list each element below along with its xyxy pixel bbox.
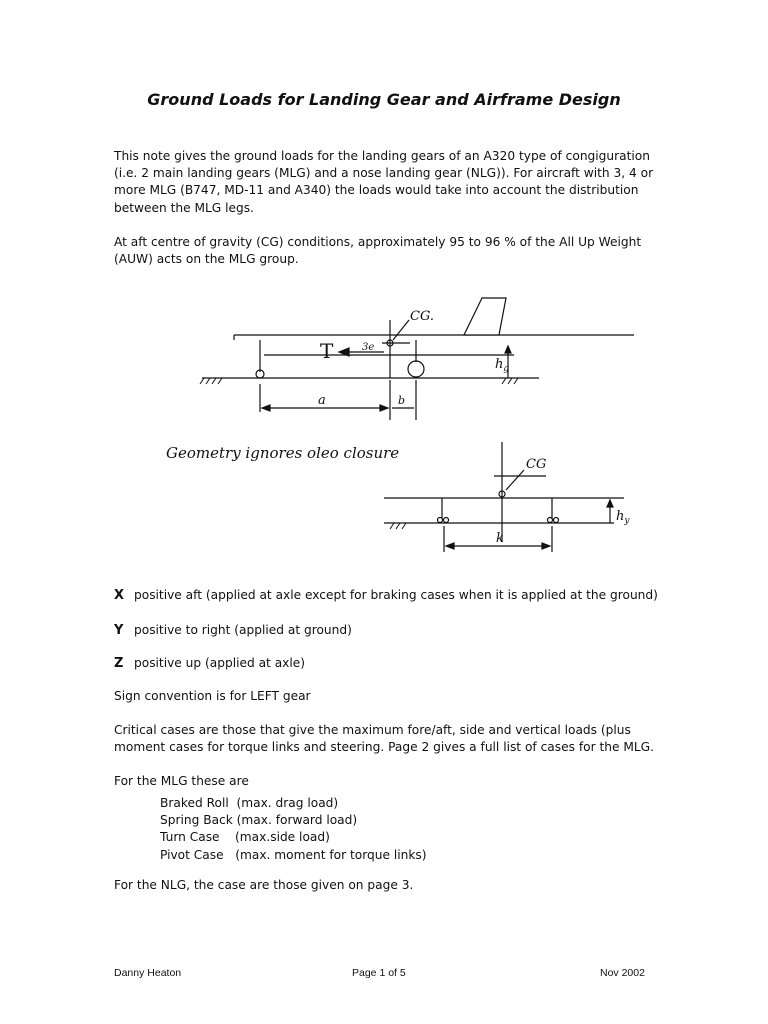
dimension-a-label: a [318,393,326,408]
dimension-k-label: k [496,531,504,546]
h-label-side: $h_g$ [495,357,510,374]
sign-convention: Sign convention is for LEFT gear [114,689,311,703]
geometry-note: Geometry ignores oleo closure [166,444,400,462]
axis-z-row [114,655,674,672]
mlg-case-turn: Turn Case (max.side load) [160,830,330,845]
intro-paragraph-1 [114,148,659,217]
axis-y-letter: Y [114,623,124,638]
footer-author: Danny Heaton [114,967,182,979]
nlg-text: For the NLG, the case are those given on page 3. [114,878,414,892]
axis-x-text: positive aft (applied at axle except for braking cases when it is applied at the ground) [134,588,658,602]
mlg-case-braked-roll: Braked Roll (max. drag load) [160,796,339,810]
critical-line-2: moment cases for torque links and steering. Page 2 gives a full list of cases for the MLG. [114,740,654,755]
dimension-b-label: b [398,394,406,407]
axis-z-text: positive up (applied at axle) [134,656,306,670]
axis-x-row [114,587,674,604]
mlg-wheel [408,361,424,377]
intro-line-2: (i.e. 2 main landing gears (MLG) and a nose landing gear (NLG)). For aircraft with 3, 4 or [114,166,654,181]
mlg-case-pivot: Pivot Case (max. moment for torque links) [160,847,427,862]
landing-gear-geometry-diagram [114,280,654,570]
axis-y-text: positive to right (applied at ground) [134,623,352,637]
intro-line-3: more MLG (B747, MD-11 and A340) the loads would take into account the distribution [114,183,639,198]
thrust-label: T [320,339,334,363]
offset-label: 3e [362,342,375,353]
mlg-case-list [160,795,427,864]
intro-p2-line-2: (AUW) acts on the MLG group. [114,252,299,267]
cg-label-side: CG. [410,309,435,324]
footer-page-number: Page 1 of 5 [352,967,406,979]
h-label-front: $h_y$ [616,509,630,526]
tail-fin [464,298,506,335]
critical-line-1: Critical cases are those that give the maximum fore/aft, side and vertical loads (plus [114,723,631,737]
critical-cases-paragraph [114,722,674,756]
footer-date: Nov 2002 [600,967,645,979]
axis-z-letter: Z [114,656,124,671]
axis-y-row [114,622,674,639]
mlg-intro: For the MLG these are [114,774,249,788]
intro-line-4: between the MLG legs. [114,200,254,215]
intro-paragraph-2 [114,234,659,268]
document-title: Ground Loads for Landing Gear and Airframe Design [147,90,621,109]
mlg-case-spring-back: Spring Back (max. forward load) [160,813,358,828]
intro-p2-line-1: At aft centre of gravity (CG) conditions, approximately 95 to 96 % of the All Up Weight [114,235,642,249]
cg-label-front: CG [526,457,547,472]
intro-line-1: This note gives the ground loads for the landing gears of an A320 type of congiguration [114,149,650,163]
axis-x-letter: X [114,588,125,603]
